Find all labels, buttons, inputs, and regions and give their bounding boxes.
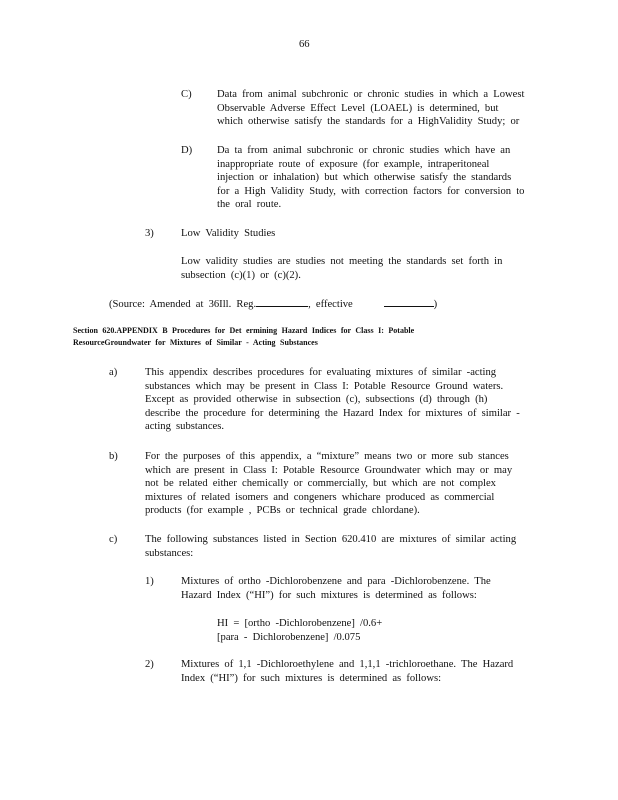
item-2-line: Mixtures of 1,1 -Dichloroethylene and 1,1,1 -trichloroethane. The Hazard bbox=[181, 659, 514, 670]
item-a-label: a) bbox=[109, 367, 118, 378]
item-c2-line: The following substances listed in Section 620.410 are mixtures of similar acting bbox=[145, 534, 517, 545]
source-suffix: ) bbox=[433, 299, 438, 310]
item-c-line: Observable Adverse Effect Level (LOAEL) is determined, but bbox=[217, 102, 499, 114]
item-a-text bbox=[145, 366, 520, 434]
item-b-line: not be related either chemically or commercially, but which are not complex bbox=[145, 478, 496, 490]
formula-line: [para - Dichlorobenzene] /0.075 bbox=[217, 631, 361, 643]
hazard-index-formula bbox=[217, 617, 382, 644]
item-a-line: This appendix describes procedures for evaluating mixtures of similar -acting bbox=[145, 367, 497, 378]
formula-line: HI = [ortho -Dichlorobenzene] /0.6+ bbox=[217, 618, 383, 629]
section-header bbox=[73, 325, 414, 349]
item-c2-line: substances: bbox=[145, 547, 194, 559]
item-1-line: Hazard Index (“HI”) for such mixtures is determined as follows: bbox=[181, 589, 477, 601]
item-3-label: 3) bbox=[145, 228, 154, 239]
item-a-line: acting substances. bbox=[145, 421, 224, 433]
source-prefix: (Source: Amended at 36Ill. Reg. bbox=[109, 299, 257, 310]
source-middle: , effective bbox=[308, 299, 353, 310]
item-b-line: For the purposes of this appendix, a “mixture” means two or more sub stances bbox=[145, 451, 509, 462]
item-b-label: b) bbox=[109, 451, 118, 462]
source-note bbox=[109, 296, 437, 312]
item-c-label: C) bbox=[181, 89, 192, 100]
low-validity-text bbox=[181, 255, 502, 282]
low-validity-line: subsection (c)(1) or (c)(2). bbox=[181, 269, 301, 281]
item-b-line: which are present in Class I: Potable Resource Groundwater which may or may bbox=[145, 464, 513, 476]
item-b-line: mixtures of related isomers and congeners whichare produced as commercial bbox=[145, 491, 495, 503]
item-c-text bbox=[217, 88, 524, 129]
item-b-text bbox=[145, 450, 512, 518]
item-a-line: Except as provided otherwise in subsection (c), subsections (d) through (h) bbox=[145, 394, 488, 406]
item-2-text bbox=[181, 658, 513, 685]
item-3-heading-text: Low Validity Studies bbox=[181, 228, 276, 239]
item-3-heading bbox=[181, 227, 275, 241]
item-d-line: the oral route. bbox=[217, 199, 282, 211]
item-d-label: D) bbox=[181, 145, 193, 156]
effective-blank bbox=[384, 296, 434, 307]
item-b-line: products (for example , PCBs or technical grade chlordane). bbox=[145, 505, 420, 517]
item-a-line: substances which may be present in Class I: Potable Resource Ground waters. bbox=[145, 380, 504, 392]
item-c-line: Data from animal subchronic or chronic studies in which a Lowest bbox=[217, 89, 525, 100]
item-2-label: 2) bbox=[145, 659, 154, 670]
item-d-line: inappropriate route of exposure (for example, intraperitoneal bbox=[217, 158, 490, 170]
item-d-line: Da ta from animal subchronic or chronic studies which have an bbox=[217, 145, 511, 156]
section-header-line1: Section 620.APPENDIX B Procedures for Det ermining Hazard Indices for Class I: Potable bbox=[73, 326, 415, 335]
register-blank bbox=[256, 296, 308, 307]
item-1-line: Mixtures of ortho -Dichlorobenzene and para -Dichlorobenzene. The bbox=[181, 576, 491, 587]
item-1-text bbox=[181, 575, 491, 602]
low-validity-line: Low validity studies are studies not meeting the standards set forth in bbox=[181, 256, 503, 267]
item-c2-label: c) bbox=[109, 534, 118, 545]
item-d-text bbox=[217, 144, 524, 212]
page-number: 66 bbox=[299, 39, 310, 50]
item-d-line: injection or inhalation) but which otherwise satisfy the standards bbox=[217, 172, 512, 184]
section-header-line2: ResourceGroundwater for Mixtures of Similar - Acting Substances bbox=[73, 338, 318, 347]
item-c-line: which otherwise satisfy the standards for a HighValidity Study; or bbox=[217, 116, 520, 128]
item-a-line: describe the procedure for determining the Hazard Index for mixtures of similar - bbox=[145, 407, 520, 419]
item-c2-text bbox=[145, 533, 516, 560]
item-d-line: for a High Validity Study, with correction factors for conversion to bbox=[217, 185, 525, 197]
item-1-label: 1) bbox=[145, 576, 154, 587]
item-2-line: Index (“HI”) for such mixtures is determined as follows: bbox=[181, 672, 442, 684]
